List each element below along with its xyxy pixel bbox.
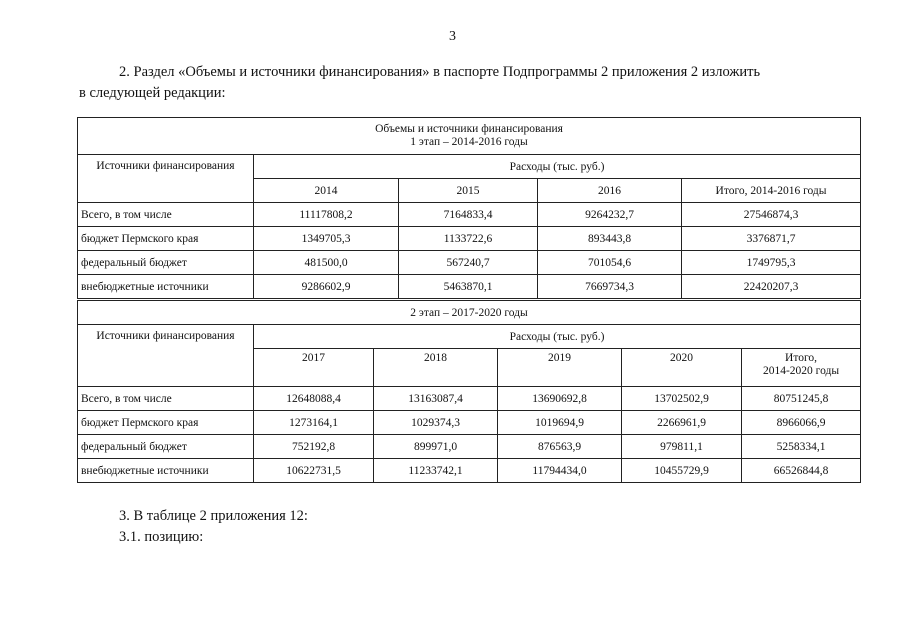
- table-cell: 8966066,9: [742, 411, 861, 435]
- table-cell: 1019694,9: [498, 411, 622, 435]
- table-cell: 7669734,3: [538, 275, 682, 299]
- table-cell: 9286602,9: [254, 275, 399, 299]
- table-cell: 80751245,8: [742, 387, 861, 411]
- row-label: бюджет Пермского края: [78, 227, 254, 251]
- table-row: [78, 203, 861, 227]
- table-cell: 567240,7: [399, 251, 538, 275]
- table-row: [78, 251, 861, 275]
- intro-line-1: 2. Раздел «Объемы и источники финансирования» в паспорте Подпрограммы 2 приложения 2 изложить: [119, 64, 761, 80]
- table-cell: 1749795,3: [682, 251, 861, 275]
- table-cell: 752192,8: [254, 435, 374, 459]
- outro-line-2: 3.1. позицию:: [119, 529, 204, 545]
- table2-year-header: 2017: [254, 349, 374, 387]
- table-cell: 5463870,1: [399, 275, 538, 299]
- table-cell: 22420207,3: [682, 275, 861, 299]
- table-cell: 3376871,7: [682, 227, 861, 251]
- table-cell: 1349705,3: [254, 227, 399, 251]
- table1-title: [78, 118, 861, 155]
- table-row: [78, 411, 861, 435]
- row-label: внебюджетные источники: [78, 275, 254, 299]
- row-label: Всего, в том числе: [78, 203, 254, 227]
- row-label: федеральный бюджет: [78, 251, 254, 275]
- table-cell: 979811,1: [622, 435, 742, 459]
- row-label: федеральный бюджет: [78, 435, 254, 459]
- table2-year-header: 2019: [498, 349, 622, 387]
- table-cell: 66526844,8: [742, 459, 861, 483]
- table-row: [78, 227, 861, 251]
- table-row: [78, 275, 861, 299]
- table1-source-header: Источники финансирования: [78, 155, 254, 203]
- table-cell: 5258334,1: [742, 435, 861, 459]
- table-cell: 12648088,4: [254, 387, 374, 411]
- table1-year-header: 2015: [399, 179, 538, 203]
- table1-expenses-header: Расходы (тыс. руб.): [254, 155, 861, 179]
- financing-table-stage-2: [77, 300, 861, 483]
- financing-table-stage-1: [77, 117, 861, 299]
- table2-total-header: [742, 349, 861, 387]
- table-cell: 10455729,9: [622, 459, 742, 483]
- table-row: [78, 435, 861, 459]
- table-cell: 1133722,6: [399, 227, 538, 251]
- table-cell: 1273164,1: [254, 411, 374, 435]
- table-cell: 27546874,3: [682, 203, 861, 227]
- table-cell: 899971,0: [374, 435, 498, 459]
- table-row: [78, 387, 861, 411]
- table-row: [78, 459, 861, 483]
- table-cell: 893443,8: [538, 227, 682, 251]
- row-label: Всего, в том числе: [78, 387, 254, 411]
- table-cell: 1029374,3: [374, 411, 498, 435]
- table2-expenses-header: Расходы (тыс. руб.): [254, 325, 861, 349]
- table-cell: 11117808,2: [254, 203, 399, 227]
- table-cell: 11233742,1: [374, 459, 498, 483]
- table1-year-header: 2016: [538, 179, 682, 203]
- outro-line-1: 3. В таблице 2 приложения 12:: [119, 508, 308, 524]
- table-cell: 11794434,0: [498, 459, 622, 483]
- table2-stage-title: 2 этап – 2017-2020 годы: [78, 301, 861, 325]
- intro-paragraph: [79, 62, 857, 104]
- table-cell: 13163087,4: [374, 387, 498, 411]
- table2-year-header: 2018: [374, 349, 498, 387]
- table1-year-header: 2014: [254, 179, 399, 203]
- table-cell: 7164833,4: [399, 203, 538, 227]
- table-cell: 9264232,7: [538, 203, 682, 227]
- page-number: 3: [449, 29, 456, 44]
- table1-title-line-2: 1 этап – 2014-2016 годы: [410, 136, 528, 148]
- table1-title-line-1: Объемы и источники финансирования: [375, 123, 563, 135]
- table1-total-header: Итого, 2014-2016 годы: [682, 179, 861, 203]
- row-label: бюджет Пермского края: [78, 411, 254, 435]
- table2-total-line-1: Итого,: [785, 352, 818, 364]
- table-cell: 13690692,8: [498, 387, 622, 411]
- table2-source-header: Источники финансирования: [78, 325, 254, 387]
- table-cell: 701054,6: [538, 251, 682, 275]
- intro-line-2: в следующей редакции:: [79, 85, 226, 101]
- table-cell: 2266961,9: [622, 411, 742, 435]
- table-cell: 13702502,9: [622, 387, 742, 411]
- table2-year-header: 2020: [622, 349, 742, 387]
- table-cell: 876563,9: [498, 435, 622, 459]
- row-label: внебюджетные источники: [78, 459, 254, 483]
- table-cell: 10622731,5: [254, 459, 374, 483]
- table2-total-line-2: 2014-2020 годы: [762, 365, 840, 377]
- table-cell: 481500,0: [254, 251, 399, 275]
